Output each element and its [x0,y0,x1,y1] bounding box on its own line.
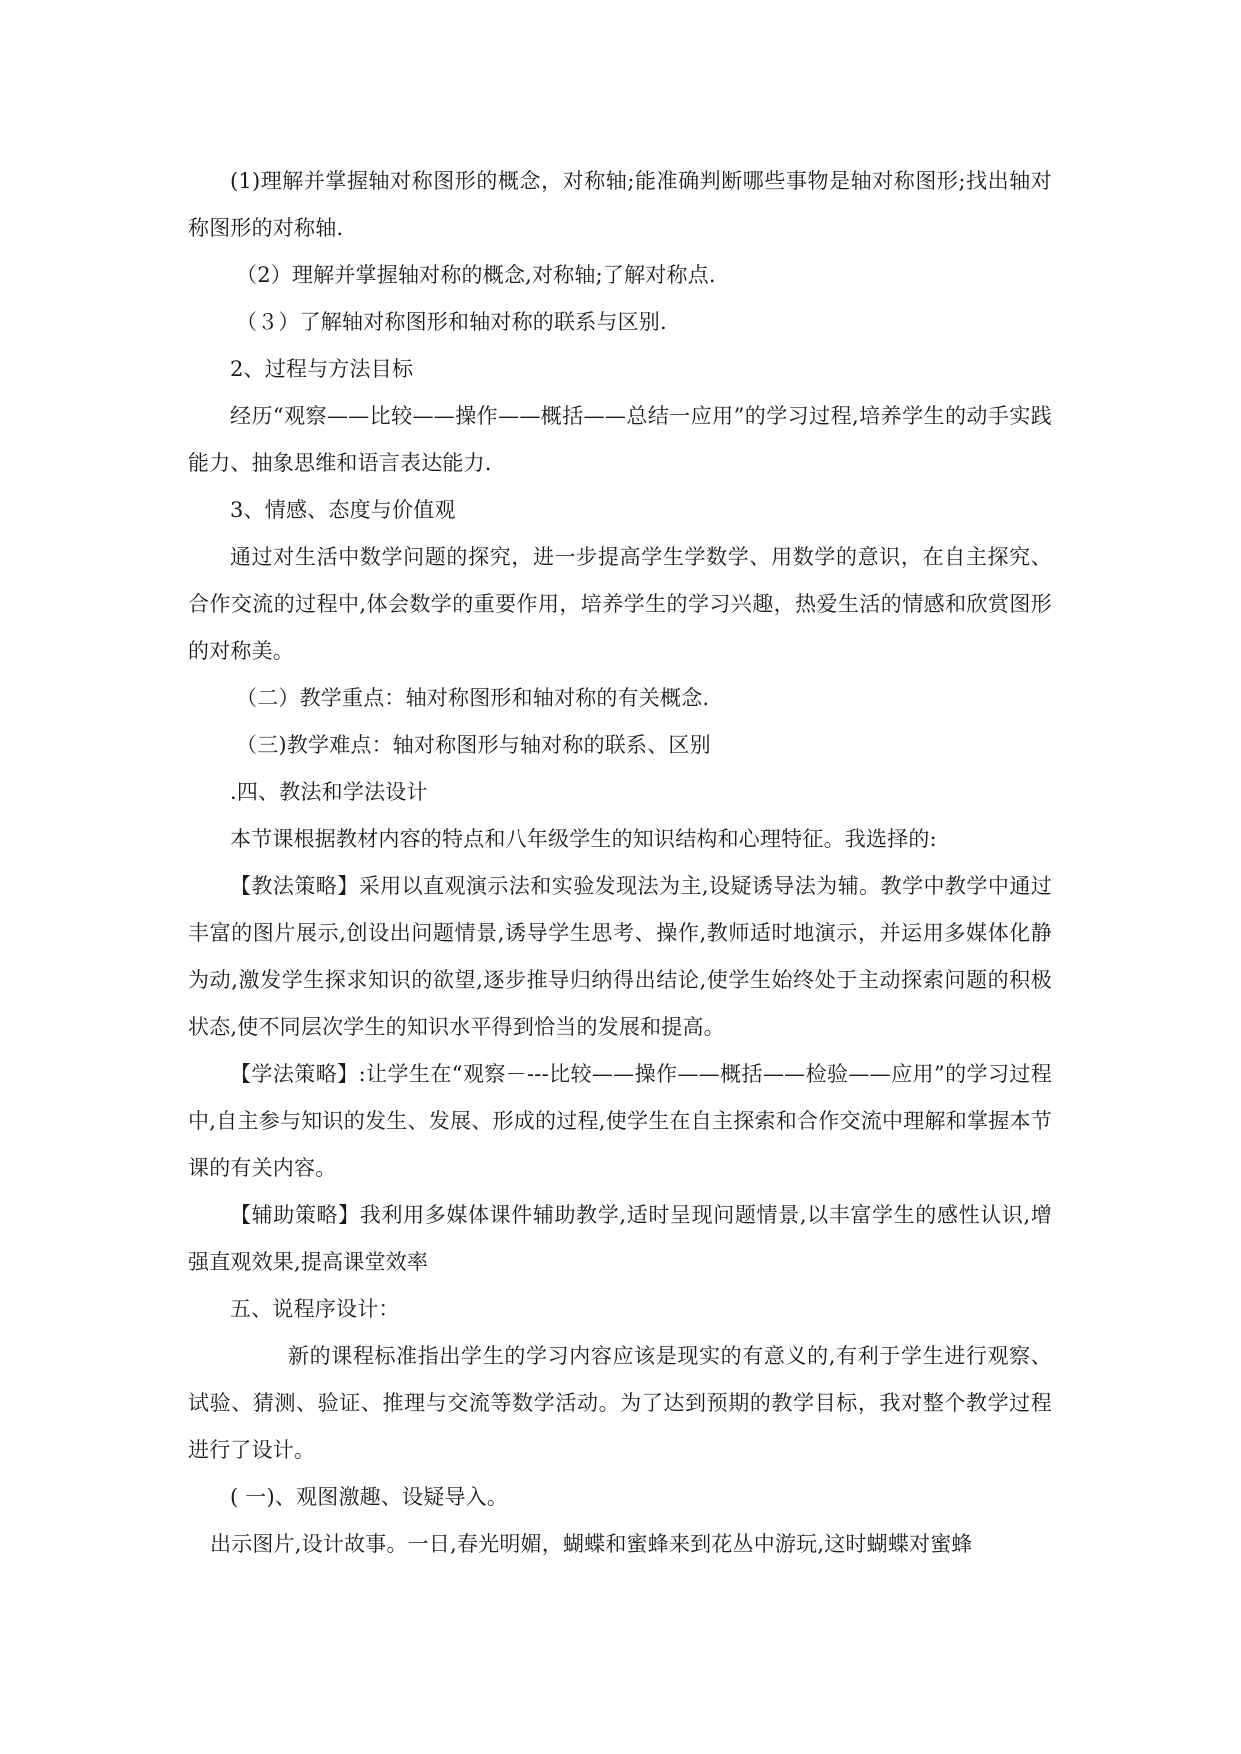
teaching-strategy-paragraph: 【教法策略】采用以直观演示法和实验发现法为主,设疑诱导法为辅。教学中教学中通过丰富的图片展示,创设出问题情景,诱导学生思考、操作,教师适时地演示，并运用多媒体化静为动,激发学生探求知识的欲望,逐步推导归纳得出结论,使学生始终处于主动探索问题的积极状态,使不同层次学生的知识水平得到恰当的发展和提高。 [188,874,1052,1039]
objective-2-paragraph: （2）理解并掌握轴对称的概念,对称轴;了解对称点. [236,263,716,287]
process-goal-heading: 2、过程与方法目标 [230,357,414,381]
emotion-goal-heading: 3、情感、态度与价值观 [230,498,456,522]
process-goal-paragraph: 经历“观察——比较——操作——概括——总结一应用”的学习过程,培养学生的动手实践能力、抽象思维和语言表达能力. [188,404,1052,475]
procedure-design-heading: 五、说程序设计： [230,1297,400,1321]
method-design-heading: .四、教法和学法设计 [230,780,428,804]
intro-step-paragraph: 出示图片,设计故事。一日,春光明媚，蝴蝶和蜜蜂来到花丛中游玩,这时蝴蝶对蜜蜂 [210,1532,973,1556]
objective-1-paragraph: (1)理解并掌握轴对称图形的概念，对称轴;能准确判断哪些事物是轴对称图形;找出轴对称图形的对称轴. [188,169,1052,240]
auxiliary-strategy-paragraph: 【辅助策略】我利用多媒体课件辅助教学,适时呈现问题情景,以丰富学生的感性认识,增强直观效果,提高课堂效率 [188,1203,1052,1274]
learning-strategy-paragraph: 【学法策略】:让学生在“观察－---比较——操作——概括——检验——应用”的学习过程中,自主参与知识的发生、发展、形成的过程,使学生在自主探索和合作交流中理解和掌握本节课的有关内容。 [188,1062,1052,1180]
document-body [188,158,1052,1568]
difficult-point-paragraph: （三)教学难点：轴对称图形与轴对称的联系、区别 [236,733,711,757]
emotion-goal-paragraph: 通过对生活中数学问题的探究，进一步提高学生学数学、用数学的意识，在自主探究、合作交流的过程中,体会数学的重要作用，培养学生的学习兴趣，热爱生活的情感和欣赏图形的对称美。 [188,545,1052,663]
intro-step-heading: ( 一)、观图激趣、设疑导入。 [230,1485,509,1509]
key-point-paragraph: （二）教学重点：轴对称图形和轴对称的有关概念. [236,686,710,710]
objective-3-paragraph: （３）了解轴对称图形和轴对称的联系与区别. [236,310,667,334]
procedure-design-paragraph: 新的课程标准指出学生的学习内容应该是现实的有意义的,有利于学生进行观察、试验、猜测、验证、推理与交流等数学活动。为了达到预期的教学目标，我对整个教学过程进行了设计。 [188,1344,1052,1462]
method-intro-paragraph: 本节课根据教材内容的特点和八年级学生的知识结构和心理特征。我选择的: [230,827,937,851]
